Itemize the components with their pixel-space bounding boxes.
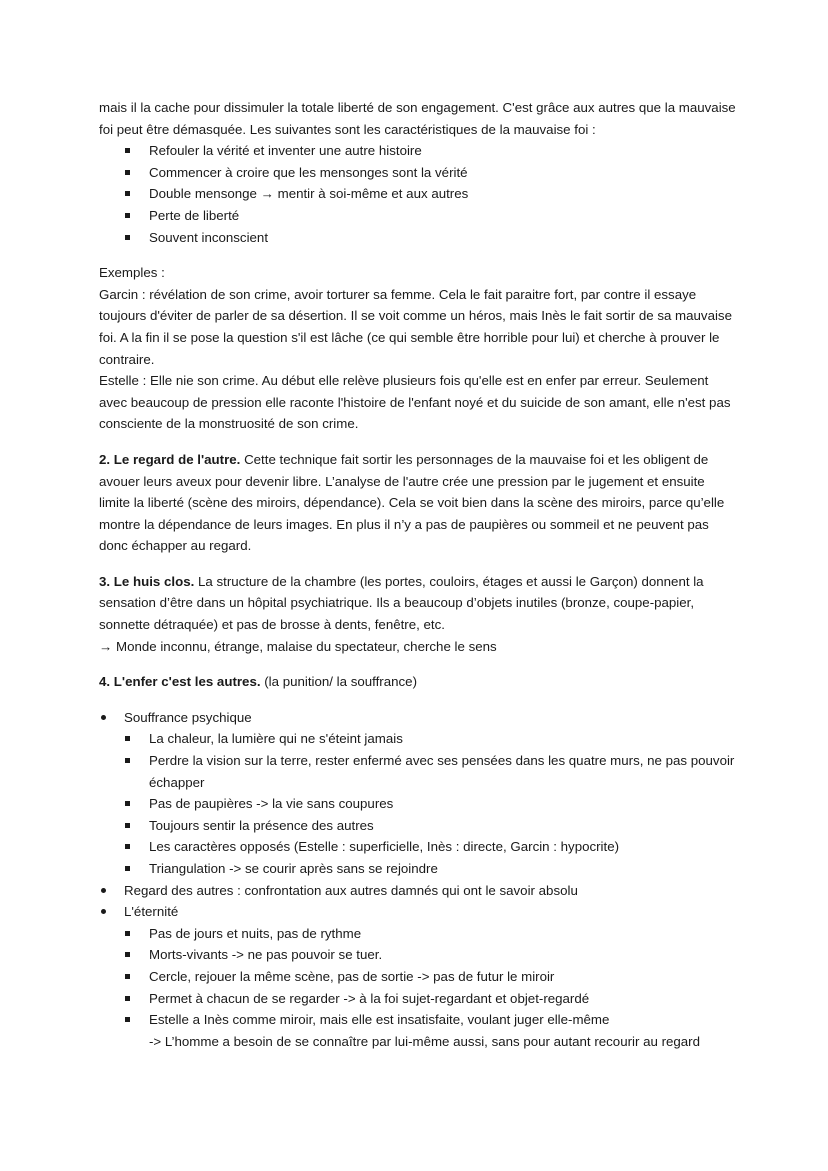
section-3-arrow-line: → Monde inconnu, étrange, malaise du spectateur, cherche le sens: [99, 638, 497, 654]
section-2-text: Cette technique fait sortir les personnages de la mauvaise foi et les obligent de avouer leurs aveux pour devenir libre. L’analyse de l'autre crée une pression par le jugement et ensuite limite la liberté (scène des miroirs, dépendance). Cela se voit bien dans la scène des miroirs, parce qu’elle montre la dépendance de leurs images. En plus il n’y a pas de paupières ou sommeil et ne peuvent pas donc échapper au regard.: [99, 451, 725, 554]
list-item: Souvent inconscient: [99, 227, 738, 249]
list-item: [99, 707, 738, 880]
list-item-label: Regard des autres : confrontation aux autres damnés qui ont le savoir absolu: [124, 882, 578, 898]
list-item: Commencer à croire que les mensonges sont la vérité: [99, 162, 738, 184]
section-3: [99, 571, 738, 657]
sub-list: [124, 923, 738, 1053]
sub-list-item-text: Estelle a Inès comme miroir, mais elle est insatisfaite, voulant juger elle-même: [149, 1012, 610, 1028]
examples-block: [99, 262, 738, 435]
section-3-paragraph: [99, 571, 738, 636]
section-4-title-block: [99, 671, 738, 693]
sub-list-item: Toujours sentir la présence des autres: [124, 815, 738, 837]
example-estelle: Estelle : Elle nie son crime. Au début elle relève plusieurs fois qu'elle est en enfer par erreur. Seulement avec beaucoup de pression elle raconte l'histoire de l'enfant noyé et du suicide de son amant, elle n'est pas consciente de la monstruosité de son crime.: [99, 373, 731, 432]
section-4-subtitle: (la punition/ la souffrance): [264, 674, 417, 690]
section-3-text: La structure de la chambre (les portes, couloirs, étages et aussi le Garçon) donnent la sensation d’être dans un hôpital psychiatrique. Ils a beaucoup d’objets inutiles (bronze, coupe-papier, sonnette détraquée) et pas de brosse à dents, fenêtre, etc.: [99, 573, 704, 633]
sub-list-item: Perdre la vision sur la terre, rester enfermé avec ses pensées dans les quatre murs, ne pas pouvoir échapper: [124, 750, 738, 793]
section-4-list: [99, 707, 738, 1053]
list-item: Double mensonge → mentir à soi-même et aux autres: [99, 183, 738, 205]
intro-block: [99, 97, 738, 248]
sub-list-item: Cercle, rejouer la même scène, pas de sortie -> pas de futur le miroir: [124, 966, 738, 988]
sub-list-item: [124, 1009, 738, 1052]
list-item: [99, 880, 738, 902]
examples-label: Exemples :: [99, 265, 165, 281]
sub-list-item: Les caractères opposés (Estelle : superficielle, Inès : directe, Garcin : hypocrite): [124, 836, 738, 858]
list-item: Refouler la vérité et inventer une autre histoire: [99, 140, 738, 162]
sub-list-item: La chaleur, la lumière qui ne s'éteint jamais: [124, 728, 738, 750]
sub-list-item: Permet à chacun de se regarder -> à la foi sujet-regardant et objet-regardé: [124, 988, 738, 1010]
section-3-heading: 3. Le huis clos.: [99, 573, 195, 589]
example-garcin: Garcin : révélation de son crime, avoir torturer sa femme. Cela le fait paraitre fort, par contre il essaye toujours d'éviter de parler de sa désertion. Il se voit comme un héros, mais Inès le fait sortir de sa mauvaise foi. A la fin il se pose la question s'il est lâche (ce qui semble être horrible pour lui) et cherche à prouver le contraire.: [99, 286, 732, 367]
section-4-heading: 4. L'enfer c'est les autres.: [99, 674, 261, 690]
sub-list-item: Triangulation -> se courir après sans se rejoindre: [124, 858, 738, 880]
section-4-title: [99, 671, 738, 693]
intro-paragraph: mais il la cache pour dissimuler la totale liberté de son engagement. C'est grâce aux autres que la mauvaise foi peut être démasquée. Les suivantes sont les caractéristiques de la mauvaise foi :: [99, 100, 736, 137]
sub-list-item: Pas de jours et nuits, pas de rythme: [124, 923, 738, 945]
bad-faith-list: [99, 140, 738, 248]
section-2-heading: 2. Le regard de l'autre.: [99, 451, 241, 467]
sub-list-item: Pas de paupières -> la vie sans coupures: [124, 793, 738, 815]
list-item: Perte de liberté: [99, 205, 738, 227]
list-item: [99, 901, 738, 1052]
list-item-label: Souffrance psychique: [124, 709, 252, 725]
section-2: [99, 449, 738, 557]
sub-list-item: Morts-vivants -> ne pas pouvoir se tuer.: [124, 944, 738, 966]
sub-list-item-continuation: -> L’homme a besoin de se connaître par lui-même aussi, sans pour autant recourir au regard: [149, 1033, 701, 1049]
section-2-paragraph: [99, 449, 738, 557]
sub-list: [124, 728, 738, 879]
list-item-label: L'éternité: [124, 904, 179, 920]
